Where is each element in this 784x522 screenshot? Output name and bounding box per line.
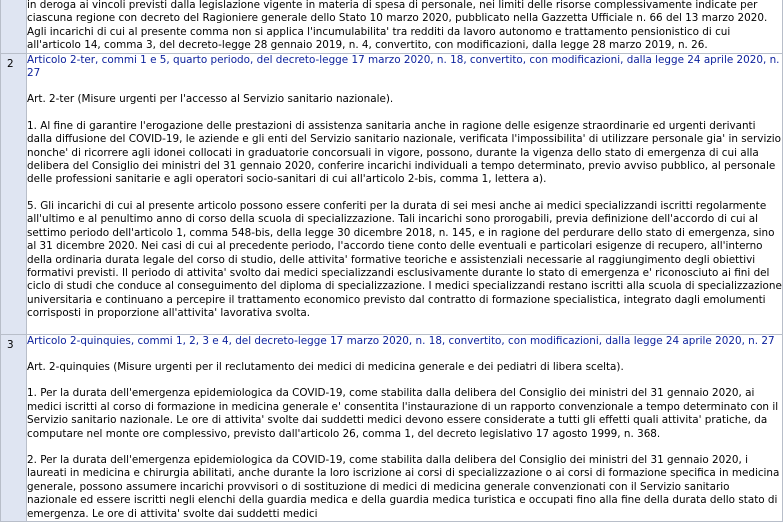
row-number-cell <box>1 0 27 53</box>
row-content-cell <box>27 334 783 521</box>
row-number-cell <box>1 53 27 334</box>
article-title: Art. 2-ter (Misure urgenti per l'accesso al Servizio sanitario nazionale). <box>27 93 394 106</box>
article-title: Art. 2-quinquies (Misure urgenti per il reclutamento dei medici di medicina generale e dei pediatri di libera scelta). <box>27 360 624 373</box>
table-row <box>1 334 783 521</box>
table-row <box>1 0 783 53</box>
paragraph: 1. Al fine di garantire l'erogazione delle prestazioni di assistenza sanitaria anche in ragione delle esigenze straordinarie ed urgenti derivanti dalla diffusione del COVID-19, le aziende e gli enti del Servizio sanitario nazionale, verificata l'impossibilita' di utilizzare personale gia' in servizio nonche' di ricorrere agli idonei collocati in graduatorie concorsuali in vigore, possono, durante la vigenza dello stato di emergenza di cui alla delibera del Consiglio dei ministri del 31 gennaio 2020, conferire incarichi individuali a tempo determinato, previo avviso pubblico, al personale delle professioni sanitarie e agli operatori socio-sanitari di cui all'articolo 2-bis, comma 1, lettera a). <box>27 119 782 186</box>
row-number: 2 <box>7 57 14 70</box>
law-reference: Articolo 2-ter, commi 1 e 5, quarto periodo, del decreto-legge 17 marzo 2020, n. 18, convertito, con modificazioni, dalla legge 24 aprile 2020, n. 27 <box>27 53 780 80</box>
paragraph: 1. Per la durata dell'emergenza epidemiologica da COVID-19, come stabilita dalla delibera del Consiglio dei ministri del 31 gennaio 2020, ai medici iscritti al corso di formazione in medicina generale e' consentita l'instaurazione di un rapporto convenzionale a tempo determinato con il Servizio sanitario nazionale. Le ore di attivita' svolte dai suddetti medici devono essere considerate a tutti gli effetti quali attivita' pratiche, da computare nel monte ore complessivo, previsto dall'articolo 26, comma 1, del decreto legislativo 17 agosto 1999, n. 368. <box>27 387 779 440</box>
paragraph: in deroga ai vincoli previsti dalla legislazione vigente in materia di spesa di personale, nei limiti delle risorse complessivamente indicate per ciascuna regione con decreto del Ragioniere generale dello Stato 10 marzo 2020, pubblicato nella Gazzetta Ufficiale n. 66 del 13 marzo 2020. Agli incarichi di cui al presente comma non si applica l'incumulabilita' tra redditi da lavoro autonomo e trattamento pensionistico di cui all'articolo 14, comma 3, del decreto-legge 28 gennaio 2019, n. 4, convertito, con modificazioni, dalla legge 28 marzo 2019, n. 26. <box>27 0 768 52</box>
row-number: 3 <box>7 338 14 351</box>
paragraph: 2. Per la durata dell'emergenza epidemiologica da COVID-19, come stabilita dalla delibera del Consiglio dei ministri del 31 gennaio 2020, i laureati in medicina e chirurgia abilitati, anche durante la loro iscrizione ai corsi di specializzazione o ai corsi di formazione specifica in medicina generale, possono assumere incarichi provvisori o di sostituzione di medici di medicina generale convenzionati con il Servizio sanitario nazionale ed essere iscritti negli elenchi della guardia medica e della guardia medica turistica e occupati fino alla fine della durata dello stato di emergenza. Le ore di attivita' svolte dai suddetti medici <box>27 453 780 520</box>
row-content-cell <box>27 53 783 334</box>
row-content-cell <box>27 0 783 53</box>
row-number <box>1 0 26 3</box>
paragraph: 5. Gli incarichi di cui al presente articolo possono essere conferiti per la durata di sei mesi anche ai medici specializzandi iscritti regolarmente all'ultimo e al penultimo anno di corso della scuola di specializzazione. Tali incarichi sono prorogabili, previa definizione dell'accordo di cui al settimo periodo dell'articolo 1, comma 548-bis, della legge 30 dicembre 2018, n. 145, e in ragione del perdurare dello stato di emergenza, sino al 31 dicembre 2020. Nei casi di cui al precedente periodo, l'accordo tiene conto delle eventuali e particolari esigenze di recupero, all'interno della ordinaria durata legale del corso di studio, delle attivita' formative teoriche e assistenziali necessarie al raggiungimento degli obiettivi formativi previsti. Il periodo di attivita' svolto dai medici specializzandi esclusivamente durante lo stato di emergenza e' riconosciuto ai fini del ciclo di studi che conduce al conseguimento del diploma di specializzazione. I medici specializzandi restano iscritti alla scuola di specializzazione universitaria e continuano a percepire il trattamento economico previsto dal contratto di formazione specialistica, integrato dagli emolumenti corrisposti in proporzione all'attivita' lavorativa svolta. <box>27 199 782 320</box>
table-row <box>1 53 783 334</box>
law-reference: Articolo 2-quinquies, commi 1, 2, 3 e 4, del decreto-legge 17 marzo 2020, n. 18, convertito, con modificazioni, dalla legge 24 aprile 2020, n. 27 <box>27 334 775 347</box>
row-number-cell <box>1 334 27 521</box>
